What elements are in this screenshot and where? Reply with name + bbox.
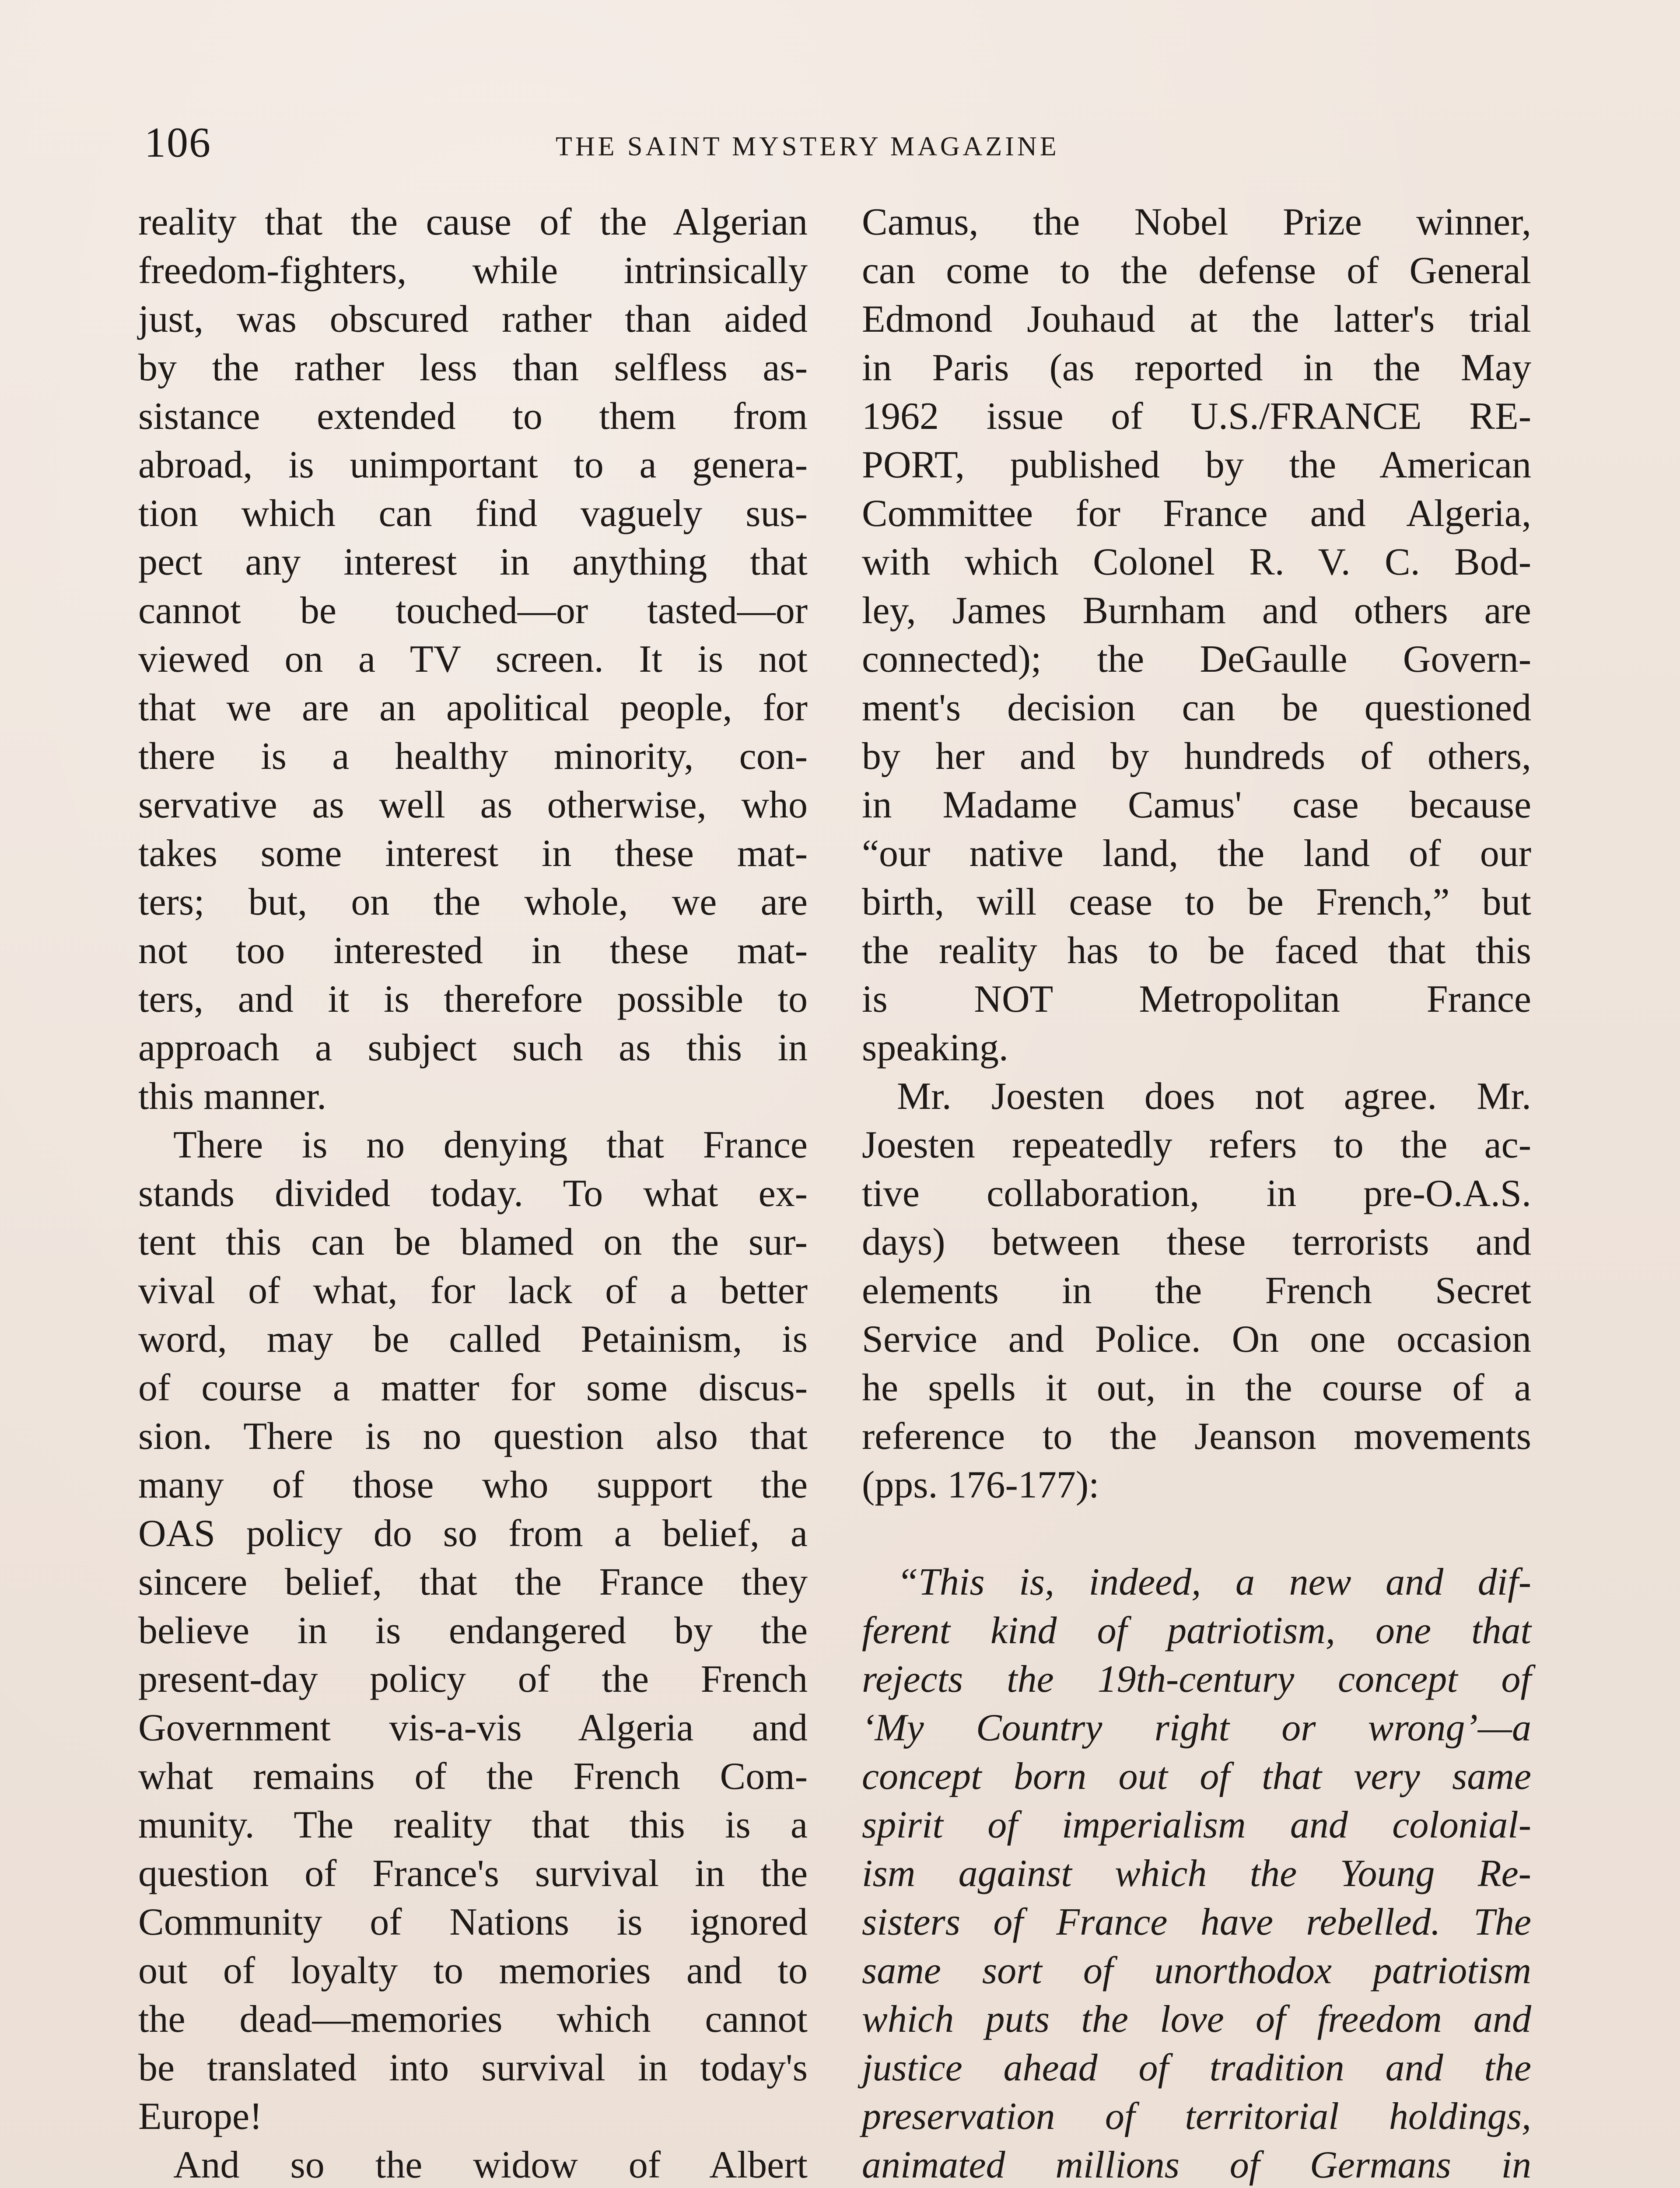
text-line: in Paris (as reported in the May <box>862 347 1531 389</box>
quote-line: sisters of France have rebelled. The <box>862 1901 1531 1943</box>
text-line: cannot be touched—or tasted—or <box>138 589 808 632</box>
quote-spacer <box>862 1509 1531 1558</box>
text-line: OAS policy do so from a belief, a <box>138 1512 808 1555</box>
text-line: connected); the DeGaulle Govern- <box>862 638 1531 680</box>
text-line: Community of Nations is ignored <box>138 1901 808 1943</box>
text-line: can come to the defense of General <box>862 249 1531 292</box>
text-line: sion. There is no question also that <box>138 1415 808 1458</box>
text-line: Government vis-a-vis Algeria and <box>138 1707 808 1749</box>
text-line: this manner. <box>138 1075 327 1118</box>
running-head: THE SAINT MYSTERY MAGAZINE <box>556 132 1060 161</box>
quote-line: rejects the 19th-century concept of <box>862 1658 1531 1701</box>
quote-line: spirit of imperialism and colonial- <box>862 1804 1531 1846</box>
text-line: freedom-fighters, while intrinsically <box>138 249 808 292</box>
text-line: There is no denying that France <box>173 1124 808 1166</box>
text-line: 1962 issue of U.S./FRANCE RE- <box>862 395 1531 438</box>
text-line: sincere belief, that the France they <box>138 1561 808 1603</box>
text-line: ters, and it is therefore possible to <box>138 978 808 1020</box>
text-line: present-day policy of the French <box>138 1658 808 1701</box>
text-line: approach a subject such as this in <box>138 1027 808 1069</box>
page-number: 106 <box>144 119 211 166</box>
text-line: “our native land, the land of our <box>862 832 1531 875</box>
text-line: Mr. Joesten does not agree. Mr. <box>897 1075 1531 1118</box>
text-line: tive collaboration, in pre-O.A.S. <box>862 1172 1531 1215</box>
text-line: by the rather less than selfless as- <box>138 347 808 389</box>
text-line: by her and by hundreds of others, <box>862 735 1531 778</box>
text-line: the reality has to be faced that this <box>862 929 1531 972</box>
text-line: (pps. 176-177): <box>862 1464 1099 1506</box>
quote-line: ism against which the Young Re- <box>862 1852 1531 1895</box>
text-line: tent this can be blamed on the sur- <box>138 1221 808 1263</box>
text-line: Committee for France and Algeria, <box>862 492 1531 535</box>
right-column <box>862 198 1531 2188</box>
text-line: Camus, the Nobel Prize winner, <box>862 201 1531 243</box>
quote-line: same sort of unorthodox patriotism <box>862 1950 1531 1992</box>
quote-line: animated millions of Germans in <box>862 2144 1531 2186</box>
text-line: tion which can find vaguely sus- <box>138 492 808 535</box>
text-line: not too interested in these mat- <box>138 929 808 972</box>
text-line: speaking. <box>862 1027 1008 1069</box>
text-line: stands divided today. To what ex- <box>138 1172 808 1215</box>
text-line: Joesten repeatedly refers to the ac- <box>862 1124 1531 1166</box>
text-line: he spells it out, in the course of a <box>862 1367 1531 1409</box>
text-line: what remains of the French Com- <box>138 1755 808 1798</box>
text-line: word, may be called Petainism, is <box>138 1318 808 1360</box>
text-line: Edmond Jouhaud at the latter's trial <box>862 298 1531 340</box>
text-line: that we are an apolitical people, for <box>138 687 808 729</box>
text-line: elements in the French Secret <box>862 1269 1531 1312</box>
text-line: many of those who support the <box>138 1464 808 1506</box>
text-line: reality that the cause of the Algerian <box>138 201 808 243</box>
quote-line: “This is, indeed, a new and dif- <box>897 1561 1531 1603</box>
text-line: takes some interest in these mat- <box>138 832 808 875</box>
text-line: Europe! <box>138 2095 262 2138</box>
text-line: birth, will cease to be French,” but <box>862 881 1531 923</box>
text-line: question of France's survival in the <box>138 1852 808 1895</box>
quote-line: ferent kind of patriotism, one that <box>862 1609 1531 1652</box>
text-line: munity. The reality that this is a <box>138 1804 808 1846</box>
text-line: ment's decision can be questioned <box>862 687 1531 729</box>
left-column <box>138 198 808 2188</box>
text-line: there is a healthy minority, con- <box>138 735 808 778</box>
text-line: of course a matter for some discus- <box>138 1367 808 1409</box>
text-line: Service and Police. On one occasion <box>862 1318 1531 1360</box>
text-line: is NOT Metropolitan France <box>862 978 1531 1020</box>
text-line: pect any interest in anything that <box>138 541 808 583</box>
text-line: with which Colonel R. V. C. Bod- <box>862 541 1531 583</box>
text-line: sistance extended to them from <box>138 395 808 438</box>
text-line: vival of what, for lack of a better <box>138 1269 808 1312</box>
text-line: ley, James Burnham and others are <box>862 589 1531 632</box>
text-line: viewed on a TV screen. It is not <box>138 638 808 680</box>
text-line: just, was obscured rather than aided <box>138 298 808 340</box>
text-line: believe in is endangered by the <box>138 1609 808 1652</box>
quote-line: justice ahead of tradition and the <box>862 2047 1531 2089</box>
text-line: be translated into survival in today's <box>138 2047 808 2089</box>
quote-line: which puts the love of freedom and <box>862 1998 1531 2041</box>
text-line: ters; but, on the whole, we are <box>138 881 808 923</box>
quote-line: concept born out of that very same <box>862 1755 1531 1798</box>
text-line: in Madame Camus' case because <box>862 784 1531 826</box>
text-line: reference to the Jeanson movements <box>862 1415 1531 1458</box>
text-line: servative as well as otherwise, who <box>138 784 808 826</box>
quote-line: ‘My Country right or wrong’—a <box>862 1707 1531 1749</box>
text-line: abroad, is unimportant to a genera- <box>138 444 808 486</box>
text-line: days) between these terrorists and <box>862 1221 1531 1263</box>
text-line: out of loyalty to memories and to <box>138 1950 808 1992</box>
text-line: PORT, published by the American <box>862 444 1531 486</box>
quote-line: preservation of territorial holdings, <box>862 2095 1531 2138</box>
text-line: And so the widow of Albert <box>173 2144 808 2186</box>
text-line: the dead—memories which cannot <box>138 1998 808 2041</box>
